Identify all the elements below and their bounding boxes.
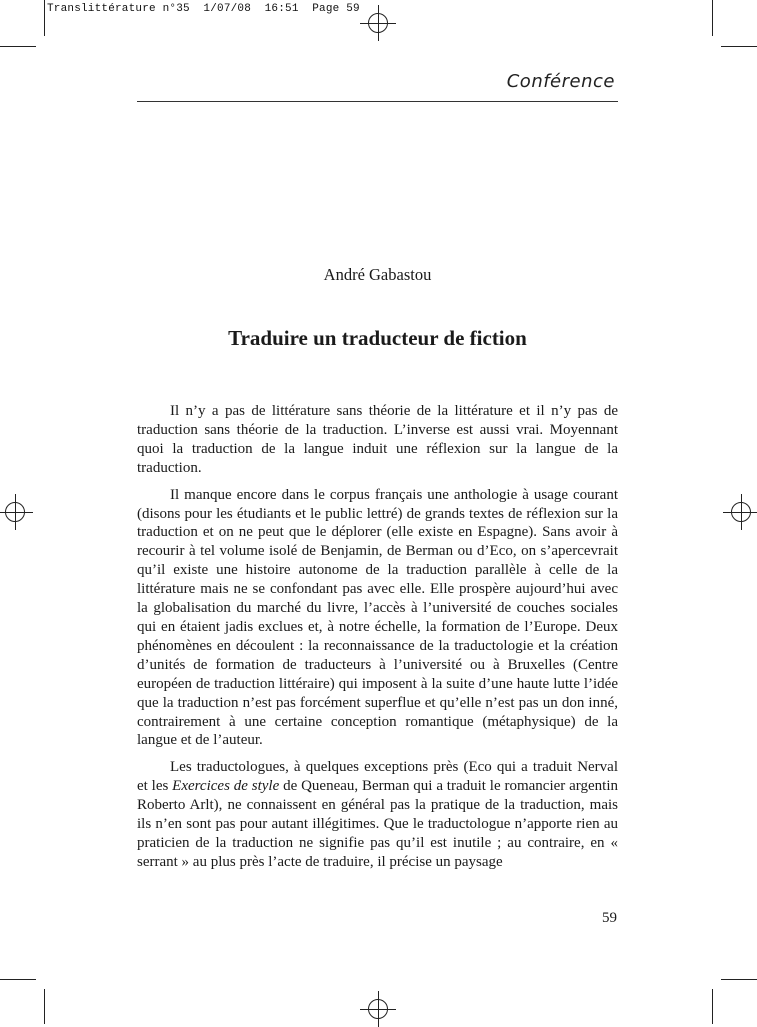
registration-mark-right bbox=[731, 502, 751, 522]
crop-mark-bottom-right-h bbox=[721, 979, 757, 980]
registration-mark-bottom bbox=[368, 999, 388, 1019]
crop-mark-top-left-v bbox=[44, 0, 45, 36]
header-rule bbox=[137, 101, 618, 102]
article-body bbox=[137, 402, 618, 880]
registration-mark-left bbox=[5, 502, 25, 522]
paragraph-3 bbox=[137, 758, 618, 871]
running-head: Conférence bbox=[506, 71, 615, 92]
crop-mark-bottom-left-v bbox=[44, 989, 45, 1024]
paragraph-3-end: de Queneau, Berman qui a traduit le romancier argentin Roberto Arlt), ne connaissent en général pas la pratique de la traduction, mais ils n’en sont pas pour autant illégitimes. Que le traductologue n’apporte rien au praticien de la traduction ne signifie pas qu’il est inutile ; au contraire, en « serrant » au plus près l’acte de traduire, il précise un paysage bbox=[137, 778, 618, 870]
page-number: 59 bbox=[602, 910, 617, 926]
crop-mark-top-right-h bbox=[721, 46, 757, 47]
paragraph-3-start: Les traductologues, à quelques exceptions près (Eco qui a traduit Nerval et les bbox=[137, 759, 618, 795]
paragraph-1: Il n’y a pas de littérature sans théorie de la littérature et il n’y pas de traduction sans théorie de la traduction. L’inverse est aussi vrai. Moyennant quoi la traduction de la langue induit une réflexion sur la langue de la traduction. bbox=[137, 403, 618, 476]
crop-mark-bottom-left-h bbox=[0, 979, 36, 980]
article-title: Traduire un traducteur de fiction bbox=[228, 326, 527, 350]
crop-mark-bottom-right-v bbox=[712, 989, 713, 1024]
crop-mark-top-left-h bbox=[0, 46, 36, 47]
registration-mark-top bbox=[368, 13, 388, 33]
paragraph-2: Il manque encore dans le corpus français une anthologie à usage courant (disons pour les étudiants et le public lettré) de grands textes de réflexion sur la traduction et on ne peut que le déplorer (elle existe en Espagne). Sans avoir à recourir à tel volume isolé de Benjamin, de Berman ou d’Eco, on s’apercevrait qu’il existe une histoire autonome de la traduction parallèle à celle de la littérature mais ne se confondant pas avec elle. Elle prospère aujourd’hui avec la globalisation du marché du livre, l’accès à l’université de couches sociales qui en étaient jadis exclues et, à notre échelle, la formation de l’Europe. Deux phénomènes en découlent : la reconnaissance de la traductologie et la création d’unités de formation de traducteurs à l’université ou à Bruxelles (Centre européen de traduction littéraire) qui imposent à la suite d’une haute lutte l’idée que la traduction n’est pas forcément superflue et qu’elle n’est pas un don inné, contrairement à une certaine conception romantique (métaphysique) de la langue et de l’auteur. bbox=[137, 486, 618, 749]
printer-slug: Translittérature n°35 1/07/08 16:51 Page 59 bbox=[47, 3, 360, 15]
crop-mark-top-right-v bbox=[712, 0, 713, 36]
author-name: André Gabastou bbox=[323, 265, 432, 284]
book-title-italic: Exercices de style bbox=[172, 778, 280, 795]
